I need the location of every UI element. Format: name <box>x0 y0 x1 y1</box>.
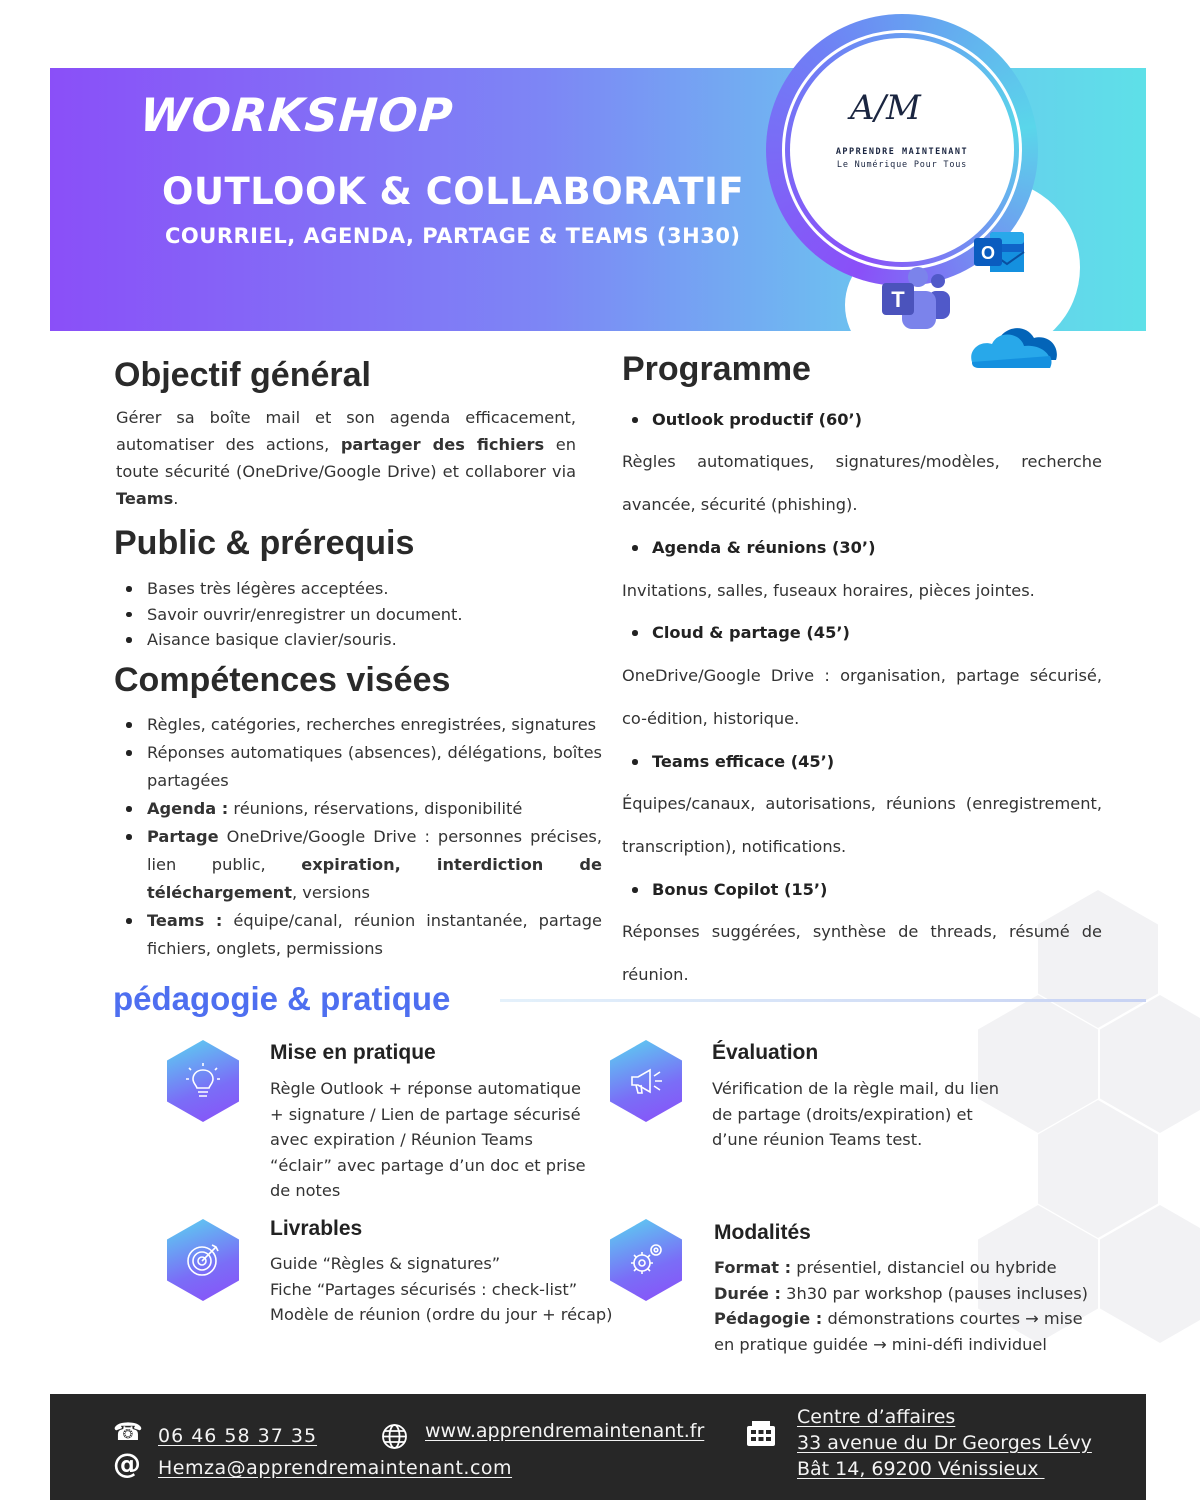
logo-name: APPRENDRE MAINTENANT <box>835 147 969 157</box>
public-title: Public & prérequis <box>114 524 415 562</box>
pedagogie-title: pédagogie & pratique <box>113 980 451 1017</box>
programme-item-heading: Agenda & réunions (30’) <box>622 538 875 557</box>
livrables-title: Livrables <box>270 1217 363 1240</box>
competences-list <box>114 711 602 963</box>
modalite-item: Format : présentiel, distanciel ou hybride <box>714 1258 1057 1277</box>
phone-link[interactable]: 06 46 58 37 35 <box>158 1425 318 1447</box>
list-item: Réponses automatiques (absences), délégations, boîtes partagées <box>114 739 602 795</box>
address-line-1[interactable]: Centre d’affaires <box>797 1406 956 1428</box>
globe-icon <box>381 1423 408 1450</box>
workshop-label: WORKSHOP <box>138 88 456 142</box>
page-subtitle: COURRIEL, AGENDA, PARTAGE & TEAMS (3H30) <box>165 224 741 248</box>
livrable-item: Modèle de réunion (ordre du jour + récap) <box>270 1305 613 1324</box>
programme-item-heading: Teams efficace (45’) <box>622 752 834 771</box>
programme-title: Programme <box>622 350 811 388</box>
livrable-item: Fiche “Partages sécurisés : check-list” <box>270 1279 578 1299</box>
public-list <box>114 576 584 653</box>
objectif-title: Objectif général <box>114 356 371 394</box>
list-item: Agenda : réunions, réservations, disponibilité <box>114 795 602 823</box>
outlook-icon <box>974 228 1026 276</box>
list-item: Aisance basique clavier/souris. <box>114 627 584 653</box>
livrables-text <box>270 1251 630 1328</box>
modalites-text <box>714 1255 1099 1357</box>
modalite-item: Durée : 3h30 par workshop (pauses incluses) <box>714 1283 1088 1303</box>
modalites-title: Modalités <box>714 1221 811 1244</box>
logo-monogram: A/M <box>850 88 921 128</box>
programme-item-heading: Cloud & partage (45’) <box>622 623 850 642</box>
programme-item-desc: Invitations, salles, fuseaux horaires, pièces jointes. <box>622 581 1035 600</box>
at-icon: @ <box>113 1447 141 1480</box>
programme-item-heading: Outlook productif (60’) <box>622 410 862 429</box>
programme-item-desc: OneDrive/Google Drive : organisation, partage sécurisé, co-édition, historique. <box>622 666 1102 728</box>
evaluation-text: Vérification de la règle mail, du lien de partage (droits/expiration) et d’une réunion Teams test. <box>712 1079 1000 1149</box>
evaluation-title: Évaluation <box>712 1041 819 1064</box>
onedrive-icon <box>966 310 1062 374</box>
mise-en-pratique-title: Mise en pratique <box>270 1041 436 1064</box>
mise-en-pratique-text: Règle Outlook + réponse automatique + signature / Lien de partage sécurisé avec expiration / Réunion Teams “éclair” avec partage d’un doc et prise de notes <box>270 1079 586 1200</box>
teams-icon <box>880 265 952 330</box>
address-line-2[interactable]: 33 avenue du Dr Georges Lévy <box>797 1432 1092 1454</box>
svg-text:T: T <box>891 287 905 312</box>
list-item: Règles, catégories, recherches enregistrées, signatures <box>114 711 602 739</box>
programme-item-heading: Bonus Copilot (15’) <box>622 880 827 899</box>
target-icon <box>167 1219 239 1301</box>
address-line-3[interactable]: Bât 14, 69200 Vénissieux <box>797 1458 1045 1480</box>
list-item: Teams : équipe/canal, réunion instantanée, partage fichiers, onglets, permissions <box>114 907 602 963</box>
list-item: Partage OneDrive/Google Drive : personnes précises, lien public, expiration, interdiction de téléchargement, versions <box>114 823 602 907</box>
list-item: Savoir ouvrir/enregistrer un document. <box>114 602 584 628</box>
livrable-item: Guide “Règles & signatures” <box>270 1254 501 1273</box>
page-title: OUTLOOK & COLLABORATIF <box>162 170 745 213</box>
objectif-text: Gérer sa boîte mail et son agenda efficacement, automatiser des actions, partager des fichiers en toute sécurité (OneDrive/Google Drive) et collaborer via Teams. <box>116 408 576 508</box>
megaphone-icon <box>610 1040 682 1122</box>
programme-item-desc: Réponses suggérées, synthèse de threads, résumé de réunion. <box>622 922 1102 984</box>
divider <box>500 999 1146 1002</box>
email-link[interactable]: Hemza@apprendremaintenant.com <box>158 1457 513 1479</box>
office-building-icon <box>746 1420 776 1448</box>
programme-item-desc: Règles automatiques, signatures/modèles, recherche avancée, sécurité (phishing). <box>622 452 1102 514</box>
programme-item-desc: Équipes/canaux, autorisations, réunions (enregistrement, transcription), notifications. <box>622 794 1102 856</box>
phone-icon: ☎ <box>113 1418 143 1446</box>
website-link[interactable]: www.apprendremaintenant.fr <box>425 1420 705 1442</box>
svg-text:O: O <box>980 243 996 263</box>
logo-tagline: Le Numérique Pour Tous <box>836 160 968 170</box>
list-item: Bases très légères acceptées. <box>114 576 584 602</box>
modalite-item: Pédagogie : démonstrations courtes → mise en pratique guidée → mini-défi individuel <box>714 1309 1083 1354</box>
lightbulb-icon <box>167 1040 239 1122</box>
competences-title: Compétences visées <box>114 661 451 699</box>
